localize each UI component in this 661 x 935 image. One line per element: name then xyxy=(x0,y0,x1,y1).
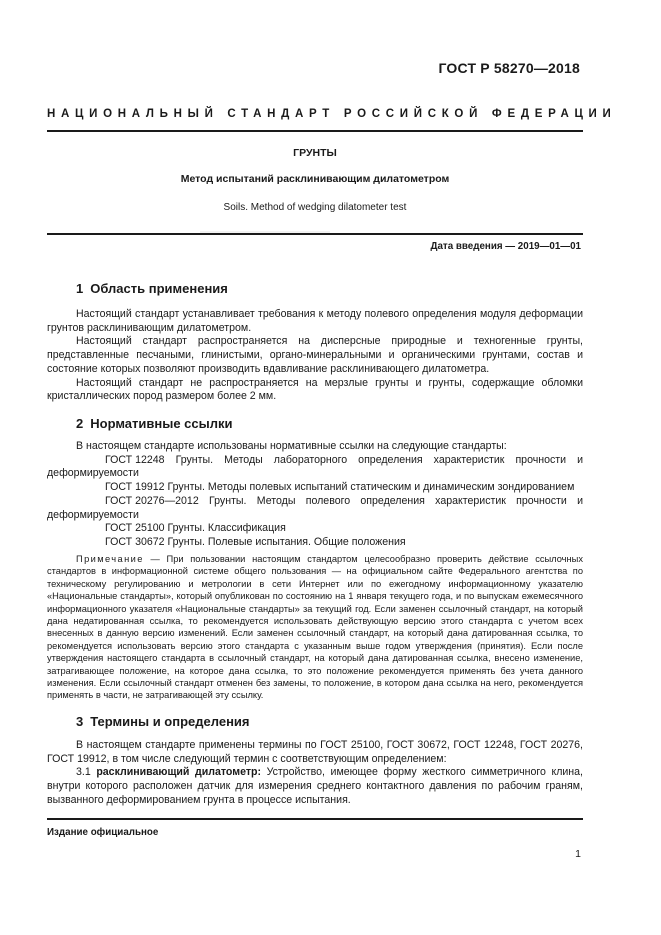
introduction-date: Дата введения — 2019—01—01 xyxy=(430,241,581,252)
section-number: 2 xyxy=(76,416,84,431)
document-code: ГОСТ Р 58270—2018 xyxy=(438,60,580,76)
note-text: — При пользовании настоящим стандартом целесообразно проверить действие ссылочных стандартов в информационной системе общего пользования — на официальном сайте Федерального агентства по техническому регулированию и метрологии в сети Интернет или по ежегодному информационному указателю «Национальные стандарты», который опубликован по состоянию на 1 января текущего года, и по выпускам ежемесячного информационного указателя «Национальные стандарты» за текущий год. Если заменен ссылочный стандарт, на который дана недатированная ссылка, то рекомендуется использовать действующую версию этого стандарта с учетом всех внесенных в данную версию изменений. Если заменен ссылочный стандарт, на который дана датированная ссылка, то рекомендуется использовать версию этого стандарта с указанным выше годом утверждения (принятия). Если после утверждения настоящего стандарта в ссылочный стандарт, на который дана датированная ссылка, внесено изменение, затрагивающее положение, на которое дана ссылка, то это положение рекомендуется применять без учета данного изменения. Если ссылочный стандарт отменен без замены, то положение, в котором дана ссылка на него, рекомендуется применять в части, не затрагивающей эту ссылку. xyxy=(47,554,583,701)
paragraph: Настоящий стандарт распространяется на дисперсные природные и техногенные грунты, представленные песчаными, глинистыми, органо-минеральными и органическими грунтами, состав и состояние которых позволяют производить вдавливание расклинивающего дилатометра. xyxy=(47,335,583,375)
paragraph: В настоящем стандарте применены термины по ГОСТ 25100, ГОСТ 30672, ГОСТ 12248, ГОСТ 20276, ГОСТ 19912, в том числе следующий термин с соответствующим определением: xyxy=(47,739,583,765)
section-2-body xyxy=(47,440,583,550)
reference-item xyxy=(47,495,583,522)
page-number: 1 xyxy=(575,848,581,860)
section-number: 3 xyxy=(76,714,84,729)
reference-item xyxy=(47,522,583,536)
paragraph: Настоящий стандарт устанавливает требования к методу полевого определения модуля деформации грунтов расклинивающим дилатометром. xyxy=(47,308,583,334)
national-standard-heading: НАЦИОНАЛЬНЫЙ СТАНДАРТ РОССИЙСКОЙ ФЕДЕРАЦИИ xyxy=(47,108,617,120)
header-divider xyxy=(47,130,583,132)
note-block xyxy=(47,553,583,702)
document-title: ГРУНТЫ xyxy=(293,147,337,159)
section-title: Термины и определения xyxy=(90,714,250,729)
reference-text: Грунты. Методы полевого определения характеристик прочности и деформируемости xyxy=(47,494,583,521)
section-number: 1 xyxy=(76,281,84,296)
section-2-heading xyxy=(76,416,232,431)
reference-item xyxy=(47,536,583,550)
section-title: Нормативные ссылки xyxy=(90,416,233,431)
paragraph: В настоящем стандарте использованы нормативные ссылки на следующие стандарты: xyxy=(76,440,507,452)
title-divider xyxy=(47,233,583,235)
section-1-body xyxy=(47,308,583,404)
reference-code: ГОСТ 30672 xyxy=(105,535,165,548)
reference-text: Грунты. Методы лабораторного определения характеристик прочности и деформируемости xyxy=(47,453,583,480)
paragraph: Настоящий стандарт не распространяется на мерзлые грунты и грунты, содержащие обломки кристаллических пород размером более 2 мм. xyxy=(47,376,583,403)
reference-item xyxy=(47,481,583,495)
term-number: 3.1 xyxy=(76,766,91,779)
section-1-heading xyxy=(76,281,228,296)
english-title: Soils. Method of wedging dilatometer test xyxy=(223,202,407,213)
document-subtitle: Метод испытаний расклинивающим дилатометром xyxy=(180,173,450,185)
term-name: расклинивающий дилатометр: xyxy=(96,766,262,779)
reference-code: ГОСТ 20276—2012 xyxy=(105,494,199,507)
reference-item xyxy=(47,454,583,481)
reference-text: Грунты. Полевые испытания. Общие положения xyxy=(167,535,406,548)
edition-label: Издание официальное xyxy=(47,827,159,838)
section-3-body xyxy=(47,739,583,808)
section-3-heading xyxy=(76,714,250,729)
reference-code: ГОСТ 19912 xyxy=(105,481,165,494)
reference-code: ГОСТ 12248 xyxy=(105,453,165,466)
section-title: Область применения xyxy=(90,281,228,296)
footer-divider xyxy=(47,818,583,820)
reference-code: ГОСТ 25100 xyxy=(105,522,165,535)
reference-text: Грунты. Методы полевых испытаний статическим и динамическим зондированием xyxy=(167,481,575,494)
reference-text: Грунты. Классификация xyxy=(167,522,286,535)
term-definition-text: Устройство, имеющее форму жесткого симметричного клина, внутри которого расположен датчик для измерения среднего контактного давления по рабочим граням, вызванного деформированием грунта в процессе испытания. xyxy=(47,766,583,806)
term-definition xyxy=(47,766,583,807)
note-label: Примечание xyxy=(76,554,144,564)
